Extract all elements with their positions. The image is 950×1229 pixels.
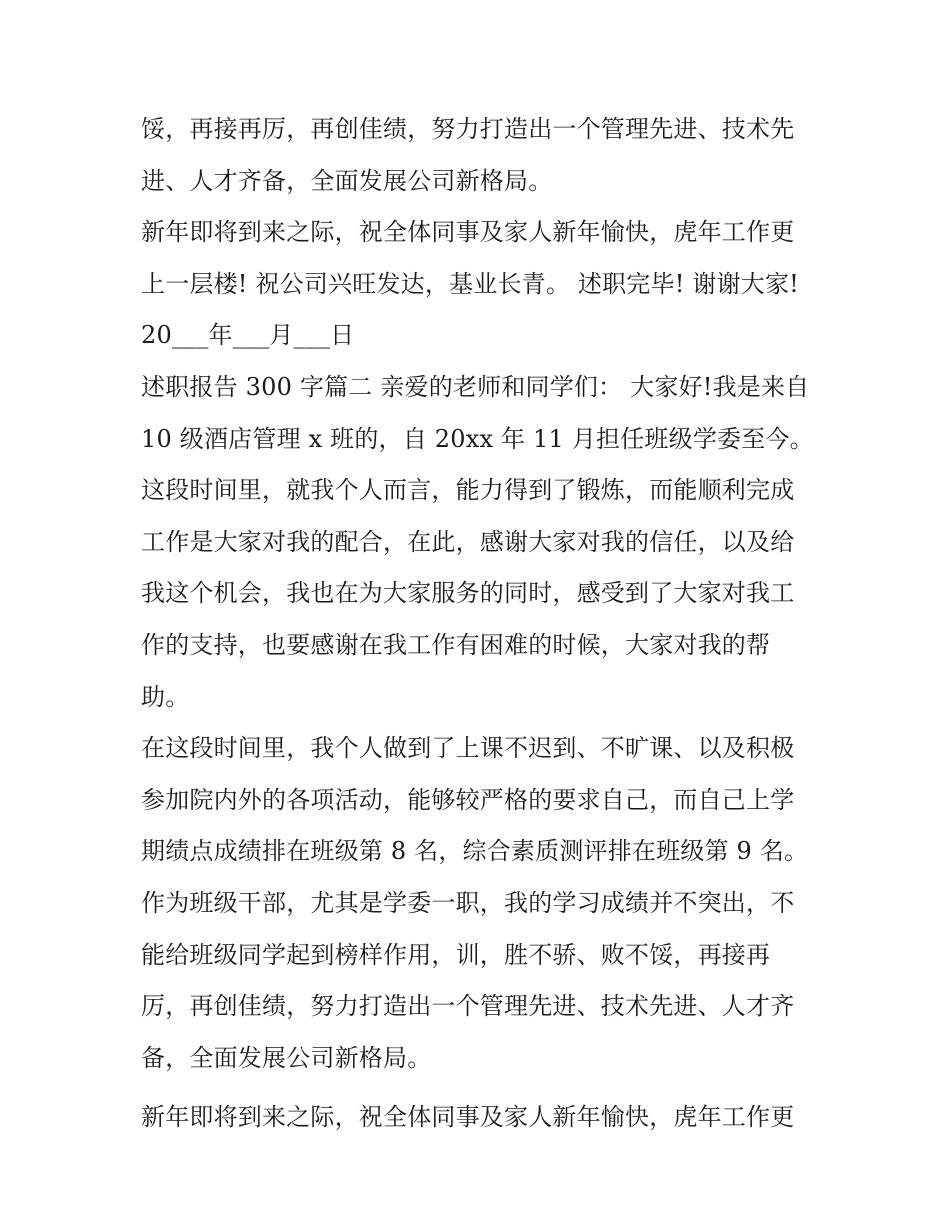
text-line: 10 级酒店管理 x 班的，自 20xx 年 11 月担任班级学委至今。	[141, 424, 814, 453]
text-line: 厉，再创佳绩，努力打造出一个管理先进、技术先进、人才齐	[141, 992, 795, 1021]
text-line: 在这段时间里，我个人做到了上课不迟到、不旷课、以及积极	[141, 734, 795, 763]
text-line: 上一层楼! 祝公司兴旺发达，基业长青。 述职完毕! 谢谢大家!	[141, 269, 800, 298]
text-line: 新年即将到来之际，祝全体同事及家人新年愉快，虎年工作更	[141, 218, 795, 247]
text-line: 助。	[141, 682, 190, 711]
text-line: 作为班级干部，尤其是学委一职，我的学习成绩并不突出，不	[141, 888, 795, 917]
date-line: 20___年___月___日	[141, 321, 355, 350]
document-body	[141, 104, 821, 1144]
text-line: 工作是大家对我的配合，在此，感谢大家对我的信任，以及给	[141, 527, 795, 556]
text-line: 能给班级同学起到榜样作用，训，胜不骄、败不馁，再接再	[141, 940, 771, 969]
text-line: 期绩点成绩排在班级第 8 名，综合素质测评排在班级第 9 名。	[141, 837, 809, 866]
section-heading-line: 述职报告 300 字篇二 亲爱的老师和同学们： 大家好!我是来自	[141, 372, 810, 401]
text-line: 作的支持，也要感谢在我工作有困难的时候，大家对我的帮	[141, 630, 771, 659]
text-line: 我这个机会，我也在为大家服务的同时，感受到了大家对我工	[141, 579, 795, 608]
text-line: 馁，再接再厉，再创佳绩，努力打造出一个管理先进、技术先	[141, 115, 795, 143]
text-line: 参加院内外的各项活动，能够较严格的要求自己，而自己上学	[141, 785, 795, 814]
text-line: 新年即将到来之际，祝全体同事及家人新年愉快，虎年工作更	[141, 1103, 795, 1132]
text-line: 进、人才齐备，全面发展公司新格局。	[141, 166, 553, 195]
text-line: 这段时间里，就我个人而言，能力得到了锻炼，而能顺利完成	[141, 476, 795, 505]
text-line: 备，全面发展公司新格局。	[141, 1043, 432, 1072]
